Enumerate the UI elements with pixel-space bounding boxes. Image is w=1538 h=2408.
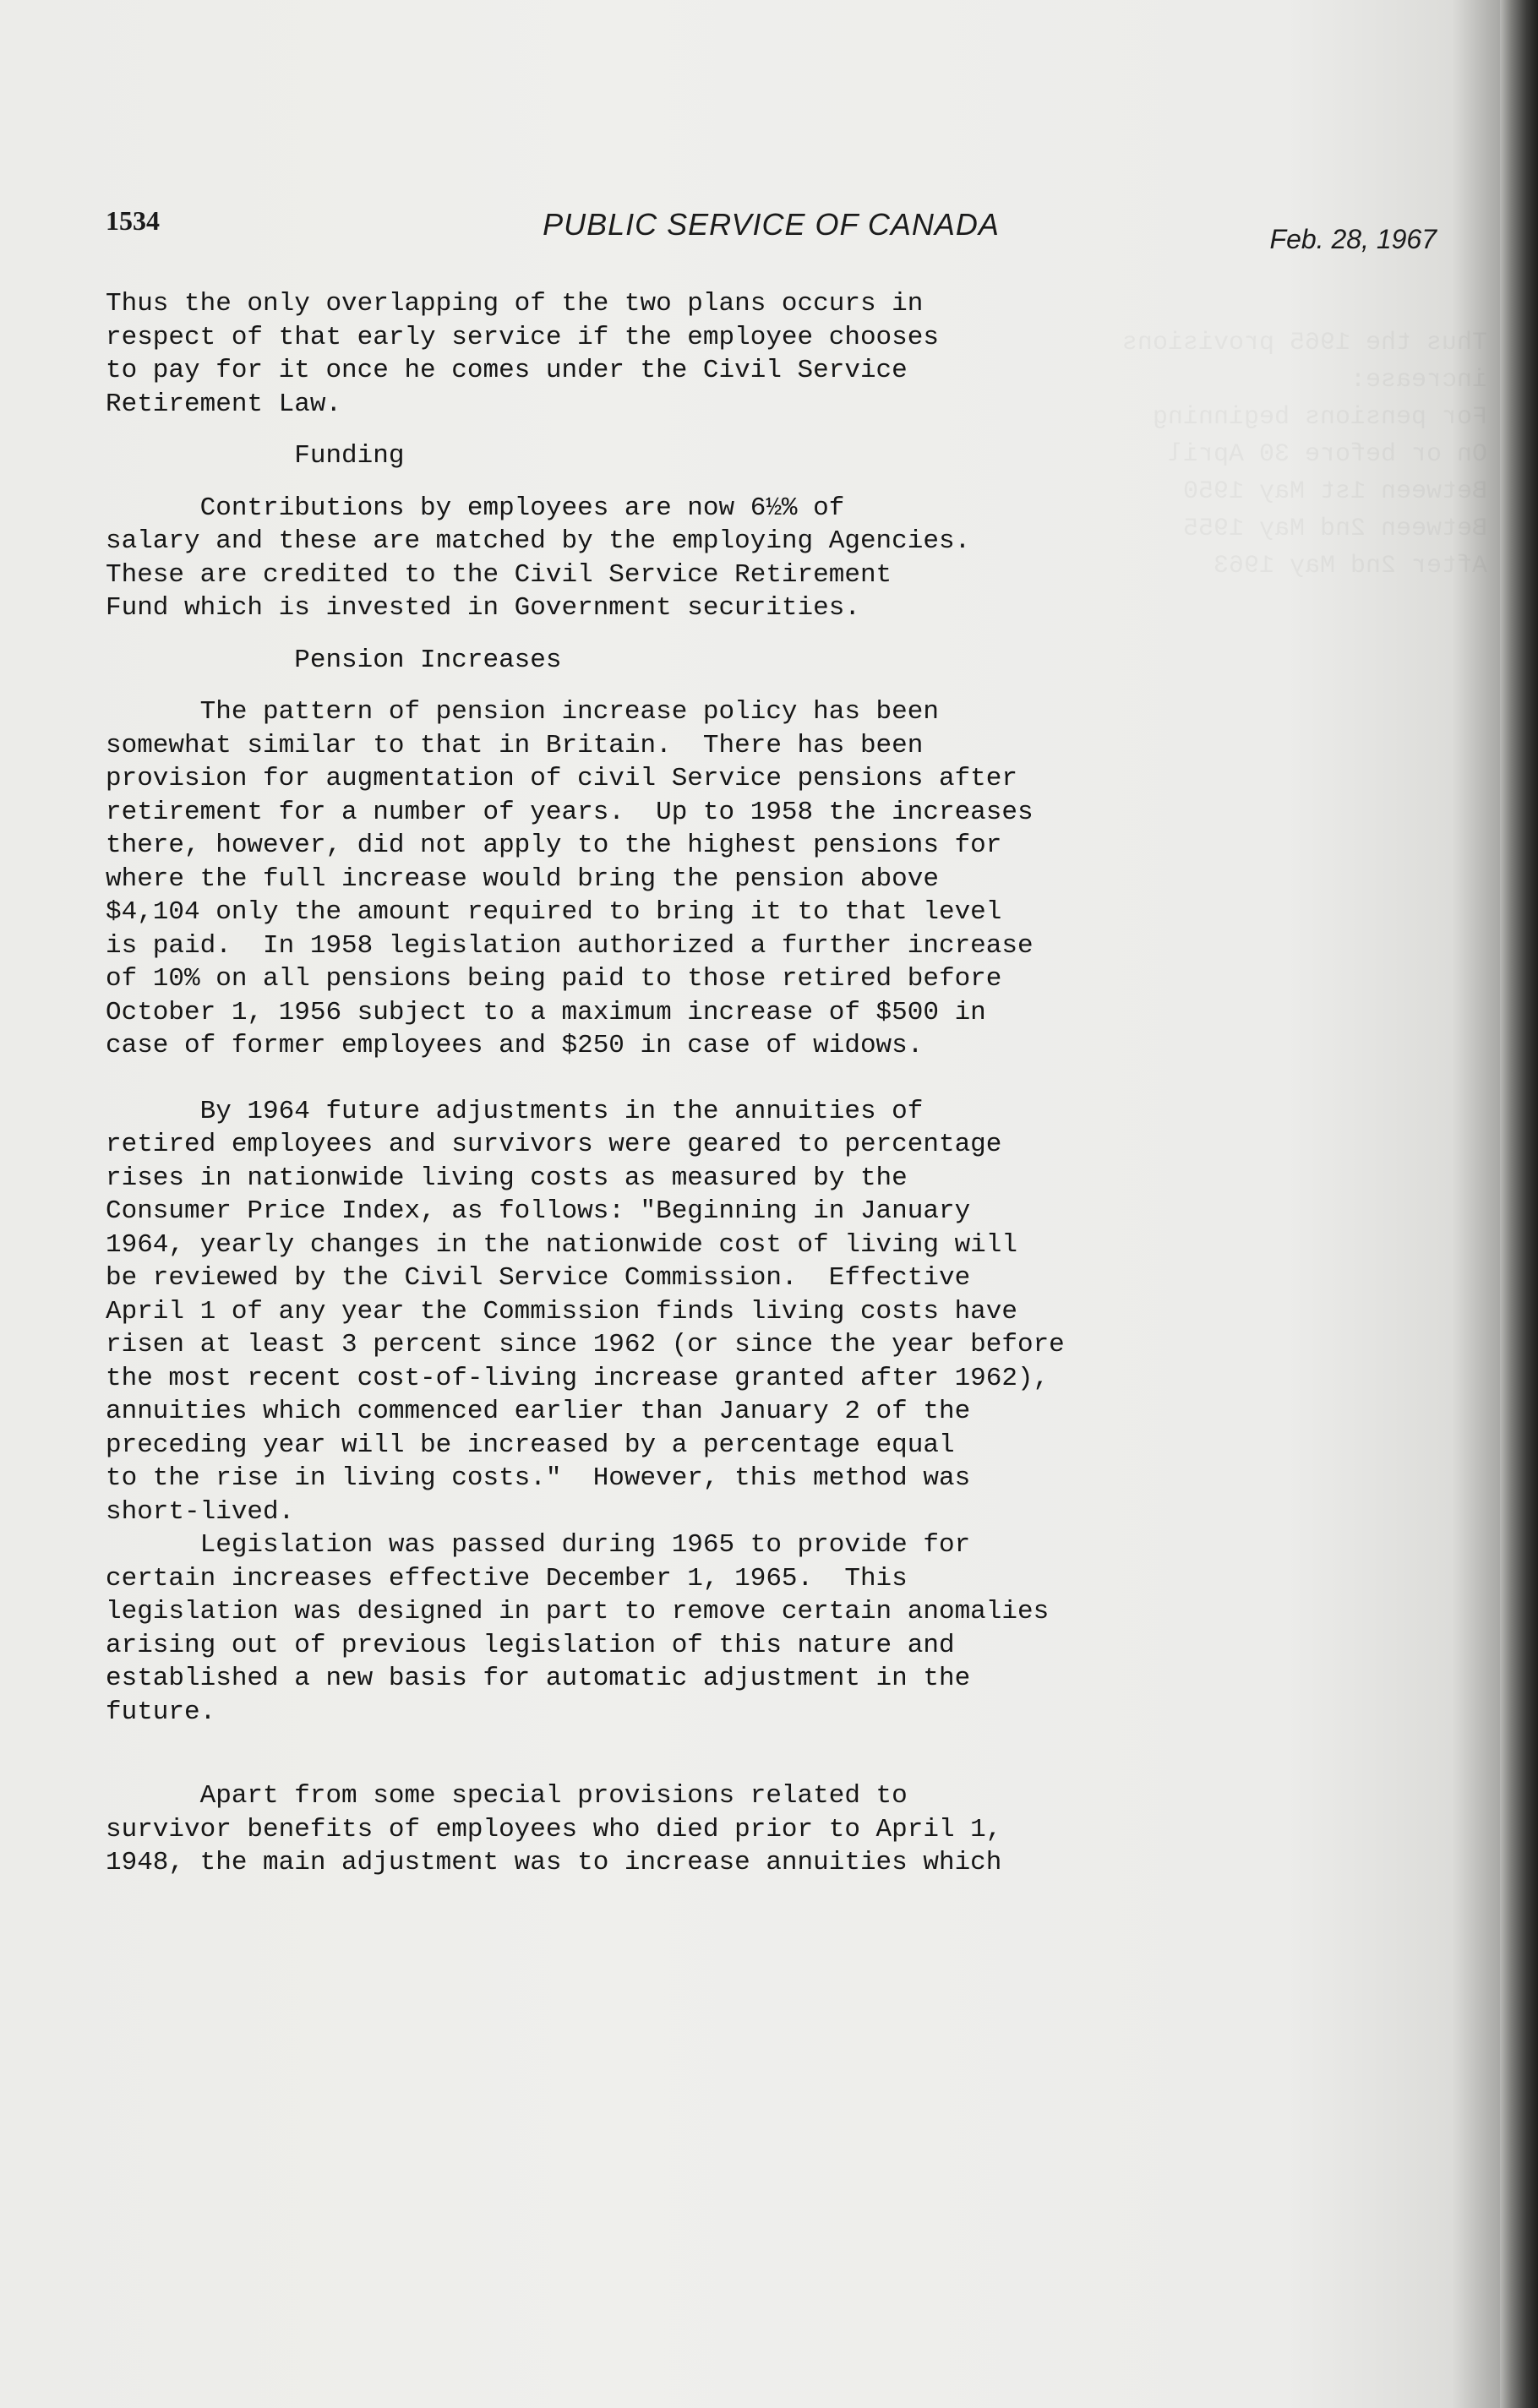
paragraph-pension-policy bbox=[106, 695, 1356, 1063]
text-line: Contributions by employees are now 6½% of bbox=[106, 493, 845, 523]
page-number: 1534 bbox=[106, 205, 160, 236]
text-line: the most recent cost-of-living increase granted after 1962), bbox=[106, 1363, 1050, 1393]
page-header bbox=[106, 199, 1437, 258]
text-line: preceding year will be increased by a percentage equal bbox=[106, 1430, 955, 1460]
text-line: survivor benefits of employees who died prior to April 1, bbox=[106, 1814, 1002, 1844]
text-line: future. bbox=[106, 1697, 216, 1727]
text-line: there, however, did not apply to the highest pensions for bbox=[106, 831, 1002, 860]
show-through-text: Thus the 1965 provisions increase: For pensions beginning On or before 30 April Between 1st May 1950 Between 2nd May 1955 After 2nd May 1963 bbox=[1121, 329, 1487, 580]
heading-funding: Funding bbox=[106, 441, 405, 471]
text-line: These are credited to the Civil Service Retirement bbox=[106, 559, 892, 590]
running-title: PUBLIC SERVICE OF CANADA bbox=[543, 207, 1000, 242]
text-line: respect of that early service if the employee chooses bbox=[106, 322, 939, 352]
text-line: 1964, yearly changes in the nationwide cost of living will bbox=[106, 1229, 1017, 1260]
text-line: risen at least 3 percent since 1962 (or since the year before bbox=[106, 1330, 1065, 1359]
text-line: Fund which is invested in Government securities. bbox=[106, 593, 860, 623]
text-line: The pattern of pension increase policy has been bbox=[106, 697, 939, 727]
paragraph-overlap bbox=[106, 287, 1356, 421]
text-line: to pay for it once he comes under the Civil Service bbox=[106, 356, 908, 385]
text-line: certain increases effective December 1, 1965. This bbox=[106, 1563, 908, 1594]
text-line: case of former employees and $250 in case of widows. bbox=[106, 1031, 924, 1060]
text-line: October 1, 1956 subject to a maximum increase of $500 in bbox=[106, 997, 986, 1027]
body-text bbox=[106, 287, 1356, 1880]
text-line: somewhat similar to that in Britain. There has been bbox=[106, 730, 924, 760]
text-line: legislation was designed in part to remove certain anomalies bbox=[106, 1597, 1050, 1626]
paragraph-1965-legislation bbox=[106, 1528, 1356, 1729]
text-line: arising out of previous legislation of this nature and bbox=[106, 1630, 955, 1660]
text-line: retirement for a number of years. Up to 1958 the increases bbox=[106, 797, 1034, 827]
text-line: Consumer Price Index, as follows: "Beginning in January bbox=[106, 1196, 971, 1226]
text-line: to the rise in living costs." However, this method was bbox=[106, 1463, 971, 1493]
paragraph-contributions bbox=[106, 492, 1356, 625]
paragraph-survivor-benefits bbox=[106, 1779, 1356, 1880]
text-line: 1948, the main adjustment was to increase annuities which bbox=[106, 1848, 1002, 1877]
text-line: Thus the only overlapping of the two plans occurs in bbox=[106, 289, 924, 319]
text-line: established a new basis for automatic adjustment in the bbox=[106, 1664, 971, 1693]
text-line: $4,104 only the amount required to bring it to that level bbox=[106, 897, 1002, 927]
text-line: salary and these are matched by the employing Agencies. bbox=[106, 526, 971, 556]
text-line: retired employees and survivors were geared to percentage bbox=[106, 1130, 1002, 1159]
text-line: By 1964 future adjustments in the annuities of bbox=[106, 1096, 924, 1126]
text-line: Apart from some special provisions related to bbox=[106, 1781, 908, 1811]
text-line: short-lived. bbox=[106, 1496, 295, 1527]
text-line: Legislation was passed during 1965 to provide for bbox=[106, 1530, 971, 1560]
text-line: where the full increase would bring the pension above bbox=[106, 864, 939, 894]
heading-pension-increases: Pension Increases bbox=[106, 645, 562, 675]
text-line: rises in nationwide living costs as measured by the bbox=[106, 1163, 908, 1193]
book-binding-edge bbox=[1500, 0, 1538, 2408]
header-date: Feb. 28, 1967 bbox=[1269, 224, 1437, 254]
text-line: annuities which commenced earlier than January 2 of the bbox=[106, 1397, 971, 1426]
text-line: of 10% on all pensions being paid to those retired before bbox=[106, 964, 1002, 994]
paragraph-1964-adjustments bbox=[106, 1095, 1356, 1529]
text-line: be reviewed by the Civil Service Commission. Effective bbox=[106, 1263, 971, 1293]
text-line: provision for augmentation of civil Service pensions after bbox=[106, 764, 1017, 793]
text-line: Retirement Law. bbox=[106, 389, 342, 419]
text-line: April 1 of any year the Commission finds living costs have bbox=[106, 1296, 1017, 1327]
text-line: is paid. In 1958 legislation authorized a further increase bbox=[106, 930, 1034, 961]
